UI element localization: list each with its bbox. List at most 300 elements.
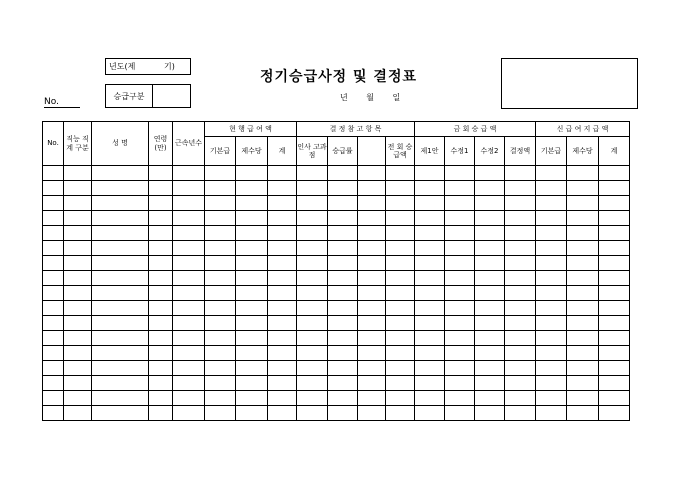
table-cell[interactable] — [64, 391, 92, 406]
table-cell[interactable] — [358, 181, 386, 196]
table-cell[interactable] — [149, 211, 173, 226]
table-cell[interactable] — [236, 286, 268, 301]
table-cell[interactable] — [505, 211, 536, 226]
table-cell[interactable] — [205, 196, 236, 211]
table-cell[interactable] — [475, 391, 505, 406]
table-cell[interactable] — [149, 361, 173, 376]
table-cell[interactable] — [92, 286, 149, 301]
table-cell[interactable] — [236, 271, 268, 286]
table-cell[interactable] — [599, 211, 630, 226]
table-cell[interactable] — [475, 166, 505, 181]
table-cell[interactable] — [43, 376, 64, 391]
table-cell[interactable] — [567, 226, 599, 241]
table-cell[interactable] — [297, 211, 328, 226]
table-cell[interactable] — [64, 241, 92, 256]
table-cell[interactable] — [43, 196, 64, 211]
table-cell[interactable] — [386, 241, 415, 256]
table-cell[interactable] — [567, 181, 599, 196]
table-cell[interactable] — [205, 391, 236, 406]
table-cell[interactable] — [328, 211, 358, 226]
table-cell[interactable] — [297, 166, 328, 181]
table-cell[interactable] — [536, 316, 567, 331]
table-cell[interactable] — [205, 166, 236, 181]
table-cell[interactable] — [445, 376, 475, 391]
table-cell[interactable] — [567, 271, 599, 286]
table-cell[interactable] — [268, 226, 297, 241]
table-cell[interactable] — [505, 316, 536, 331]
table-cell[interactable] — [415, 376, 445, 391]
table-cell[interactable] — [536, 406, 567, 421]
table-cell[interactable] — [505, 406, 536, 421]
table-cell[interactable] — [173, 316, 205, 331]
table-cell[interactable] — [328, 331, 358, 346]
table-cell[interactable] — [445, 286, 475, 301]
table-cell[interactable] — [599, 301, 630, 316]
table-cell[interactable] — [268, 346, 297, 361]
table-cell[interactable] — [358, 271, 386, 286]
table-cell[interactable] — [415, 271, 445, 286]
table-cell[interactable] — [599, 196, 630, 211]
table-cell[interactable] — [445, 346, 475, 361]
table-cell[interactable] — [205, 301, 236, 316]
table-cell[interactable] — [268, 331, 297, 346]
table-cell[interactable] — [505, 346, 536, 361]
table-cell[interactable] — [599, 376, 630, 391]
table-cell[interactable] — [92, 181, 149, 196]
table-cell[interactable] — [64, 166, 92, 181]
table-cell[interactable] — [505, 166, 536, 181]
table-cell[interactable] — [445, 211, 475, 226]
table-cell[interactable] — [205, 271, 236, 286]
table-cell[interactable] — [358, 406, 386, 421]
table-cell[interactable] — [43, 391, 64, 406]
table-cell[interactable] — [386, 331, 415, 346]
table-cell[interactable] — [415, 226, 445, 241]
table-cell[interactable] — [92, 316, 149, 331]
table-cell[interactable] — [386, 226, 415, 241]
table-cell[interactable] — [43, 226, 64, 241]
table-cell[interactable] — [297, 346, 328, 361]
table-cell[interactable] — [236, 406, 268, 421]
table-cell[interactable] — [64, 331, 92, 346]
table-cell[interactable] — [386, 166, 415, 181]
table-cell[interactable] — [328, 391, 358, 406]
table-cell[interactable] — [475, 181, 505, 196]
table-cell[interactable] — [205, 226, 236, 241]
table-cell[interactable] — [43, 361, 64, 376]
table-cell[interactable] — [328, 301, 358, 316]
table-cell[interactable] — [358, 196, 386, 211]
table-cell[interactable] — [358, 391, 386, 406]
table-cell[interactable] — [92, 346, 149, 361]
table-cell[interactable] — [64, 361, 92, 376]
table-cell[interactable] — [386, 181, 415, 196]
table-cell[interactable] — [297, 301, 328, 316]
table-cell[interactable] — [328, 271, 358, 286]
table-cell[interactable] — [386, 316, 415, 331]
table-cell[interactable] — [415, 166, 445, 181]
table-cell[interactable] — [536, 391, 567, 406]
table-cell[interactable] — [386, 256, 415, 271]
table-cell[interactable] — [205, 376, 236, 391]
table-cell[interactable] — [536, 301, 567, 316]
table-cell[interactable] — [475, 376, 505, 391]
table-cell[interactable] — [567, 361, 599, 376]
table-cell[interactable] — [268, 256, 297, 271]
table-cell[interactable] — [328, 256, 358, 271]
table-cell[interactable] — [268, 241, 297, 256]
table-cell[interactable] — [43, 331, 64, 346]
table-cell[interactable] — [92, 256, 149, 271]
table-cell[interactable] — [445, 316, 475, 331]
table-cell[interactable] — [236, 181, 268, 196]
table-cell[interactable] — [173, 166, 205, 181]
table-cell[interactable] — [205, 406, 236, 421]
table-cell[interactable] — [415, 286, 445, 301]
table-cell[interactable] — [205, 181, 236, 196]
table-cell[interactable] — [173, 181, 205, 196]
table-cell[interactable] — [358, 256, 386, 271]
table-cell[interactable] — [328, 196, 358, 211]
table-cell[interactable] — [236, 361, 268, 376]
table-cell[interactable] — [386, 196, 415, 211]
table-cell[interactable] — [92, 271, 149, 286]
table-cell[interactable] — [599, 361, 630, 376]
table-cell[interactable] — [297, 271, 328, 286]
table-cell[interactable] — [173, 286, 205, 301]
table-cell[interactable] — [445, 361, 475, 376]
table-cell[interactable] — [92, 391, 149, 406]
table-cell[interactable] — [475, 331, 505, 346]
table-cell[interactable] — [297, 316, 328, 331]
table-cell[interactable] — [92, 226, 149, 241]
table-cell[interactable] — [599, 241, 630, 256]
table-cell[interactable] — [43, 241, 64, 256]
table-cell[interactable] — [505, 286, 536, 301]
table-cell[interactable] — [149, 271, 173, 286]
table-cell[interactable] — [386, 271, 415, 286]
table-cell[interactable] — [358, 361, 386, 376]
table-cell[interactable] — [297, 331, 328, 346]
table-cell[interactable] — [268, 316, 297, 331]
table-cell[interactable] — [149, 391, 173, 406]
table-cell[interactable] — [64, 226, 92, 241]
table-cell[interactable] — [536, 346, 567, 361]
table-cell[interactable] — [43, 166, 64, 181]
table-cell[interactable] — [445, 256, 475, 271]
table-cell[interactable] — [386, 406, 415, 421]
table-cell[interactable] — [236, 196, 268, 211]
table-cell[interactable] — [236, 211, 268, 226]
table-cell[interactable] — [297, 256, 328, 271]
table-cell[interactable] — [173, 271, 205, 286]
table-cell[interactable] — [475, 241, 505, 256]
table-cell[interactable] — [297, 226, 328, 241]
table-cell[interactable] — [149, 256, 173, 271]
table-cell[interactable] — [415, 391, 445, 406]
table-cell[interactable] — [567, 166, 599, 181]
table-cell[interactable] — [268, 406, 297, 421]
table-cell[interactable] — [236, 376, 268, 391]
table-cell[interactable] — [328, 181, 358, 196]
table-cell[interactable] — [358, 316, 386, 331]
table-cell[interactable] — [505, 361, 536, 376]
table-cell[interactable] — [268, 181, 297, 196]
table-cell[interactable] — [268, 286, 297, 301]
table-cell[interactable] — [64, 181, 92, 196]
table-cell[interactable] — [475, 286, 505, 301]
table-cell[interactable] — [415, 346, 445, 361]
table-cell[interactable] — [297, 241, 328, 256]
table-cell[interactable] — [599, 346, 630, 361]
table-cell[interactable] — [297, 286, 328, 301]
table-cell[interactable] — [505, 241, 536, 256]
table-cell[interactable] — [445, 331, 475, 346]
table-cell[interactable] — [328, 241, 358, 256]
table-cell[interactable] — [64, 301, 92, 316]
table-cell[interactable] — [43, 316, 64, 331]
table-cell[interactable] — [149, 346, 173, 361]
table-cell[interactable] — [475, 211, 505, 226]
table-cell[interactable] — [599, 181, 630, 196]
table-cell[interactable] — [173, 196, 205, 211]
table-cell[interactable] — [536, 271, 567, 286]
table-cell[interactable] — [386, 211, 415, 226]
table-cell[interactable] — [236, 391, 268, 406]
table-cell[interactable] — [386, 286, 415, 301]
table-cell[interactable] — [599, 286, 630, 301]
table-cell[interactable] — [475, 316, 505, 331]
table-cell[interactable] — [64, 346, 92, 361]
table-cell[interactable] — [173, 361, 205, 376]
table-cell[interactable] — [92, 241, 149, 256]
table-cell[interactable] — [415, 241, 445, 256]
table-cell[interactable] — [536, 286, 567, 301]
raise-type-value[interactable] — [153, 85, 190, 107]
table-cell[interactable] — [475, 256, 505, 271]
table-cell[interactable] — [297, 196, 328, 211]
table-cell[interactable] — [475, 406, 505, 421]
table-cell[interactable] — [328, 316, 358, 331]
table-cell[interactable] — [567, 316, 599, 331]
table-cell[interactable] — [358, 226, 386, 241]
table-cell[interactable] — [536, 331, 567, 346]
table-cell[interactable] — [236, 226, 268, 241]
table-cell[interactable] — [205, 211, 236, 226]
table-cell[interactable] — [445, 226, 475, 241]
table-cell[interactable] — [567, 286, 599, 301]
table-cell[interactable] — [358, 166, 386, 181]
table-cell[interactable] — [92, 301, 149, 316]
table-cell[interactable] — [149, 301, 173, 316]
table-cell[interactable] — [445, 166, 475, 181]
table-cell[interactable] — [567, 211, 599, 226]
table-cell[interactable] — [64, 211, 92, 226]
table-cell[interactable] — [475, 301, 505, 316]
table-cell[interactable] — [386, 346, 415, 361]
table-cell[interactable] — [64, 316, 92, 331]
table-cell[interactable] — [268, 391, 297, 406]
table-cell[interactable] — [173, 346, 205, 361]
table-cell[interactable] — [536, 211, 567, 226]
table-cell[interactable] — [567, 346, 599, 361]
table-cell[interactable] — [358, 211, 386, 226]
table-cell[interactable] — [567, 406, 599, 421]
table-cell[interactable] — [92, 361, 149, 376]
table-cell[interactable] — [505, 226, 536, 241]
table-cell[interactable] — [567, 196, 599, 211]
table-cell[interactable] — [567, 391, 599, 406]
table-cell[interactable] — [297, 376, 328, 391]
table-cell[interactable] — [599, 406, 630, 421]
table-cell[interactable] — [297, 391, 328, 406]
table-cell[interactable] — [149, 196, 173, 211]
table-cell[interactable] — [475, 361, 505, 376]
table-cell[interactable] — [536, 241, 567, 256]
table-cell[interactable] — [268, 166, 297, 181]
table-cell[interactable] — [328, 166, 358, 181]
table-cell[interactable] — [567, 241, 599, 256]
table-cell[interactable] — [505, 271, 536, 286]
table-cell[interactable] — [415, 316, 445, 331]
table-cell[interactable] — [475, 346, 505, 361]
table-cell[interactable] — [475, 196, 505, 211]
table-cell[interactable] — [415, 211, 445, 226]
table-cell[interactable] — [505, 391, 536, 406]
table-cell[interactable] — [43, 181, 64, 196]
table-cell[interactable] — [268, 271, 297, 286]
table-cell[interactable] — [567, 376, 599, 391]
table-cell[interactable] — [536, 166, 567, 181]
table-cell[interactable] — [43, 211, 64, 226]
table-cell[interactable] — [268, 361, 297, 376]
table-cell[interactable] — [92, 211, 149, 226]
table-cell[interactable] — [358, 346, 386, 361]
table-cell[interactable] — [205, 286, 236, 301]
table-cell[interactable] — [173, 331, 205, 346]
table-cell[interactable] — [64, 406, 92, 421]
table-cell[interactable] — [599, 226, 630, 241]
table-cell[interactable] — [205, 316, 236, 331]
table-cell[interactable] — [268, 196, 297, 211]
table-cell[interactable] — [415, 406, 445, 421]
table-cell[interactable] — [205, 331, 236, 346]
table-cell[interactable] — [505, 256, 536, 271]
table-cell[interactable] — [92, 331, 149, 346]
table-cell[interactable] — [386, 376, 415, 391]
table-cell[interactable] — [43, 301, 64, 316]
table-cell[interactable] — [445, 391, 475, 406]
table-cell[interactable] — [173, 241, 205, 256]
table-cell[interactable] — [536, 226, 567, 241]
table-cell[interactable] — [149, 376, 173, 391]
table-cell[interactable] — [297, 406, 328, 421]
table-cell[interactable] — [536, 181, 567, 196]
table-cell[interactable] — [599, 166, 630, 181]
table-cell[interactable] — [358, 286, 386, 301]
table-cell[interactable] — [173, 406, 205, 421]
table-cell[interactable] — [475, 271, 505, 286]
table-cell[interactable] — [328, 226, 358, 241]
table-cell[interactable] — [205, 256, 236, 271]
table-cell[interactable] — [328, 346, 358, 361]
table-cell[interactable] — [64, 256, 92, 271]
table-cell[interactable] — [536, 256, 567, 271]
table-cell[interactable] — [599, 331, 630, 346]
table-cell[interactable] — [415, 181, 445, 196]
table-cell[interactable] — [358, 331, 386, 346]
table-cell[interactable] — [236, 316, 268, 331]
table-cell[interactable] — [328, 286, 358, 301]
table-cell[interactable] — [236, 166, 268, 181]
table-cell[interactable] — [599, 391, 630, 406]
table-cell[interactable] — [567, 301, 599, 316]
table-cell[interactable] — [43, 406, 64, 421]
table-cell[interactable] — [149, 316, 173, 331]
table-cell[interactable] — [43, 256, 64, 271]
table-cell[interactable] — [43, 346, 64, 361]
table-cell[interactable] — [505, 196, 536, 211]
table-cell[interactable] — [328, 406, 358, 421]
table-cell[interactable] — [415, 196, 445, 211]
table-cell[interactable] — [415, 256, 445, 271]
table-cell[interactable] — [386, 391, 415, 406]
table-cell[interactable] — [149, 241, 173, 256]
table-cell[interactable] — [149, 331, 173, 346]
table-cell[interactable] — [386, 301, 415, 316]
table-cell[interactable] — [173, 211, 205, 226]
table-cell[interactable] — [92, 196, 149, 211]
table-cell[interactable] — [445, 196, 475, 211]
table-cell[interactable] — [475, 226, 505, 241]
table-cell[interactable] — [505, 301, 536, 316]
table-cell[interactable] — [64, 196, 92, 211]
table-cell[interactable] — [505, 331, 536, 346]
table-cell[interactable] — [536, 376, 567, 391]
table-cell[interactable] — [328, 361, 358, 376]
table-cell[interactable] — [445, 241, 475, 256]
table-cell[interactable] — [236, 241, 268, 256]
table-cell[interactable] — [64, 286, 92, 301]
table-cell[interactable] — [205, 346, 236, 361]
table-cell[interactable] — [43, 271, 64, 286]
table-cell[interactable] — [268, 376, 297, 391]
table-cell[interactable] — [567, 331, 599, 346]
table-cell[interactable] — [358, 301, 386, 316]
table-cell[interactable] — [149, 166, 173, 181]
table-cell[interactable] — [64, 271, 92, 286]
table-cell[interactable] — [297, 181, 328, 196]
table-cell[interactable] — [43, 286, 64, 301]
table-cell[interactable] — [236, 346, 268, 361]
table-cell[interactable] — [205, 241, 236, 256]
table-cell[interactable] — [445, 406, 475, 421]
table-cell[interactable] — [173, 226, 205, 241]
table-cell[interactable] — [64, 376, 92, 391]
table-cell[interactable] — [386, 361, 415, 376]
table-cell[interactable] — [415, 331, 445, 346]
table-cell[interactable] — [92, 406, 149, 421]
table-cell[interactable] — [328, 376, 358, 391]
table-cell[interactable] — [445, 301, 475, 316]
table-cell[interactable] — [92, 166, 149, 181]
table-cell[interactable] — [149, 406, 173, 421]
table-cell[interactable] — [505, 376, 536, 391]
table-cell[interactable] — [358, 241, 386, 256]
table-cell[interactable] — [149, 181, 173, 196]
table-cell[interactable] — [415, 301, 445, 316]
table-cell[interactable] — [205, 361, 236, 376]
